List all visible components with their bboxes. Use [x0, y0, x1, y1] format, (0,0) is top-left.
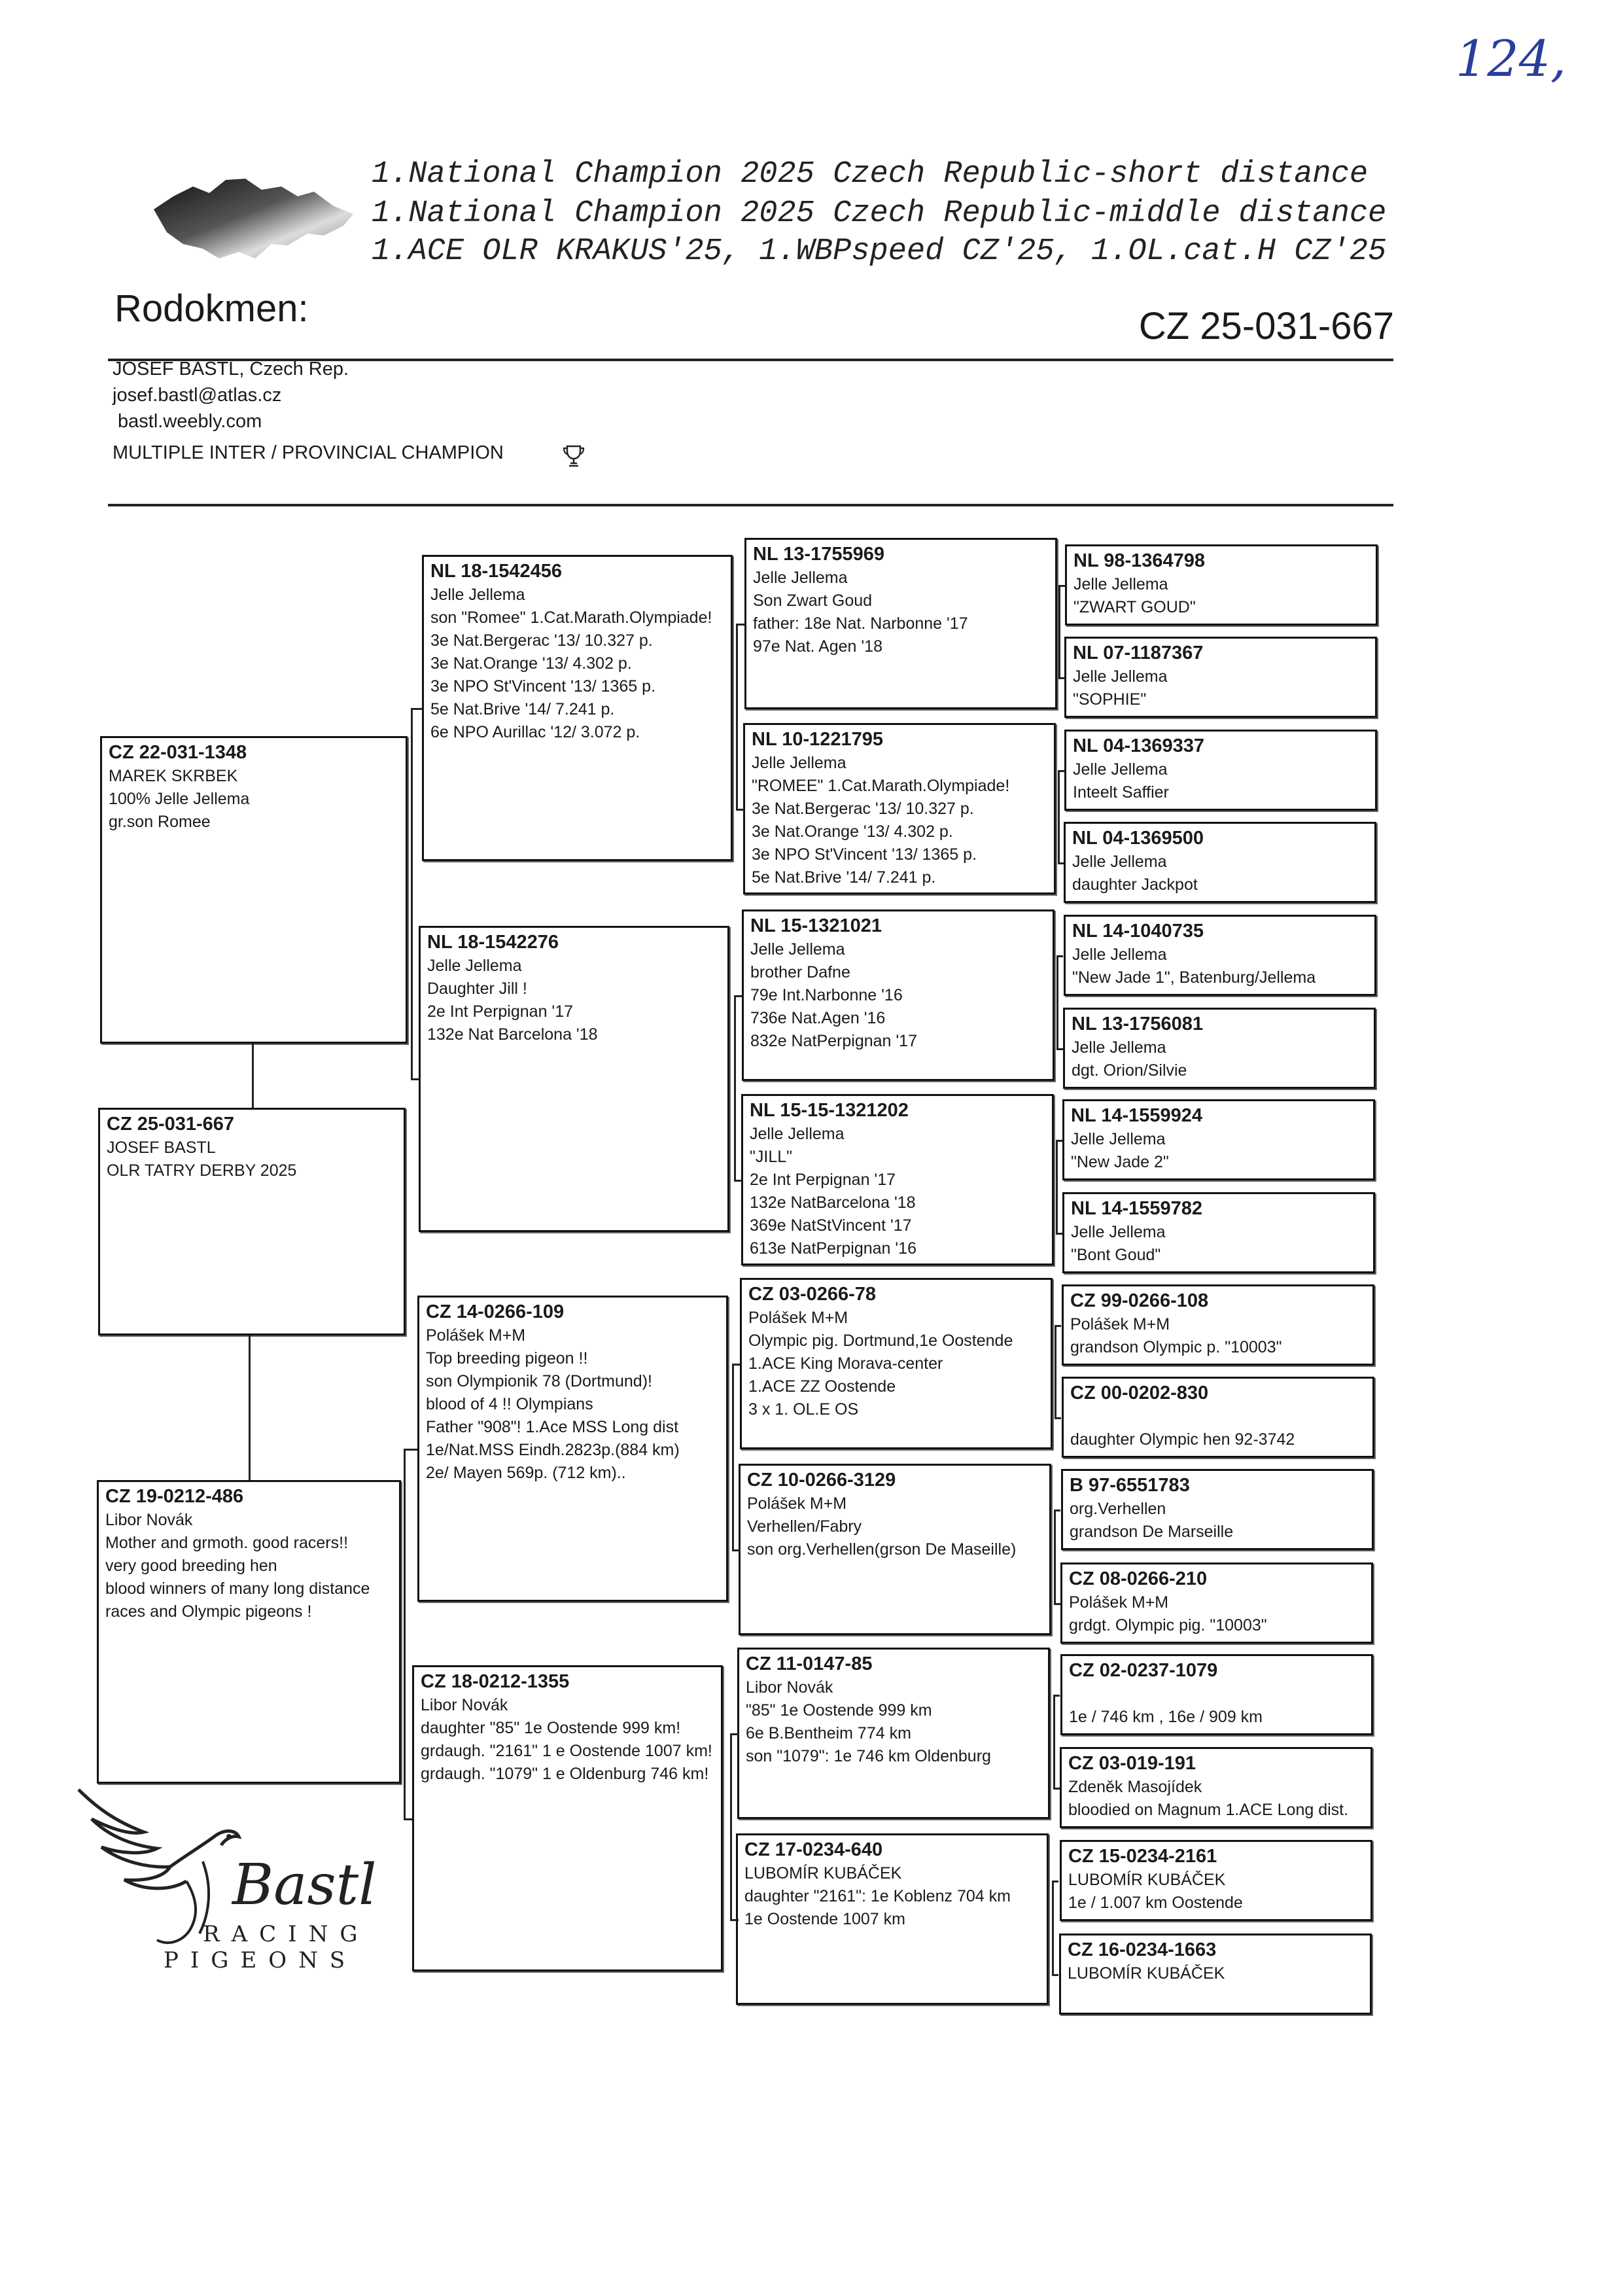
pedigree-line: Polášek M+M: [1069, 1593, 1169, 1612]
connector-gen3-7: [1052, 1881, 1054, 1974]
connector-tick: [1052, 1974, 1058, 1976]
ring-number: CZ 03-0266-78: [748, 1284, 877, 1305]
pedigree-line: "Bont Goud": [1071, 1246, 1161, 1264]
headline-line-3: 1.ACE OLR KRAKUS'25, 1.WBPspeed CZ'25, 1.OL.cat.H CZ'25: [372, 234, 1387, 269]
ring-number: NL 10-1221795: [752, 729, 884, 750]
pedigree-line: Son Zwart Goud: [753, 592, 873, 610]
box-gen4-13: [1060, 1747, 1372, 1828]
pedigree-line: 132e Nat Barcelona '18: [427, 1025, 598, 1044]
pedigree-line: MAREK SKRBEK: [109, 767, 238, 785]
pedigree-line: son org.Verhellen(grson De Maseille): [747, 1540, 1017, 1559]
pedigree-line: Daughter Jill !: [427, 980, 527, 998]
pedigree-line: daughter "2161": 1e Koblenz 704 km: [744, 1887, 1011, 1905]
box-gen3-0: [744, 538, 1057, 709]
pedigree-line: Polášek M+M: [426, 1326, 526, 1345]
pedigree-line: 832e NatPerpignan '17: [750, 1032, 917, 1050]
pedigree-line: "JILL": [750, 1148, 793, 1166]
pedigree-line: Jelle Jellema: [1072, 1038, 1166, 1057]
pedigree-line: "85" 1e Oostende 999 km: [746, 1701, 932, 1720]
connector-tick: [732, 1364, 741, 1366]
pedigree-line: Jelle Jellema: [427, 957, 522, 975]
pedigree-line: Olympic pig. Dortmund,1e Oostende: [748, 1332, 1013, 1350]
pedigree-line: [1070, 1405, 1366, 1428]
box-gen4-6: [1062, 1099, 1375, 1180]
pedigree-line: Libor Novák: [746, 1678, 833, 1697]
box-gen4-5: [1063, 1008, 1376, 1089]
connector-tick: [411, 1078, 419, 1080]
ring-number: CZ 16-0234-1663: [1068, 1939, 1217, 1960]
pedigree-line: Jelle Jellema: [1073, 667, 1168, 686]
pedigree-line: 6e B.Bentheim 774 km: [746, 1724, 911, 1742]
czech-map-logo: [147, 160, 363, 272]
document-title: Rodokmen:: [114, 287, 309, 330]
connector-tick: [1055, 1417, 1061, 1419]
connector-tick: [1053, 1788, 1060, 1790]
ring-number: NL 04-1369500: [1072, 828, 1204, 849]
connector-tick: [1054, 1603, 1060, 1605]
box-gen3-1: [743, 723, 1056, 894]
box-gen3-6: [737, 1648, 1050, 1819]
box-dam: [97, 1480, 401, 1784]
connector-gen2-2: [732, 1364, 734, 1549]
pedigree-line: 3e Nat.Bergerac '13/ 10.327 p.: [752, 800, 974, 818]
box-gen2-2: [417, 1296, 728, 1602]
connector-tick: [732, 1549, 741, 1551]
pedigree-line: Jelle Jellema: [750, 940, 845, 959]
connector-tick: [1052, 1881, 1058, 1882]
ring-number: CZ 15-0234-2161: [1068, 1846, 1217, 1867]
pedigree-line: Jelle Jellema: [752, 754, 846, 772]
pedigree-line: Jelle Jellema: [1073, 760, 1168, 779]
pedigree-line: grdgt. Olympic pig. "10003": [1069, 1616, 1267, 1634]
connector-tick: [1058, 585, 1065, 587]
box-gen3-7: [736, 1833, 1049, 2005]
box-gen2-1: [419, 926, 729, 1232]
connector-tick: [734, 995, 742, 997]
connector-tick: [730, 1733, 739, 1735]
pedigree-line: daughter "85" 1e Oostende 999 km!: [421, 1719, 681, 1737]
owner-divider: [108, 504, 1393, 506]
pedigree-line: 1.ACE ZZ Oostende: [748, 1377, 896, 1396]
pedigree-line: gr.son Romee: [109, 813, 211, 831]
owner-website: bastl.weebly.com: [118, 411, 262, 432]
box-gen4-8: [1062, 1284, 1374, 1366]
box-gen3-5: [739, 1464, 1051, 1635]
box-gen3-3: [741, 1094, 1054, 1265]
pedigree-line: 1e Oostende 1007 km: [744, 1910, 905, 1928]
connector-tick: [404, 1449, 417, 1451]
box-gen4-14: [1060, 1840, 1372, 1921]
pedigree-line: 3e Nat.Orange '13/ 4.302 p.: [752, 822, 953, 841]
owner-name: JOSEF BASTL, Czech Rep.: [113, 359, 349, 380]
pedigree-line: blood of 4 !! Olympians: [426, 1395, 593, 1413]
pedigree-line: 1e / 746 km , 16e / 909 km: [1069, 1708, 1263, 1726]
ring-number: CZ 02-0237-1079: [1069, 1660, 1218, 1681]
connector-tick: [736, 809, 744, 811]
pedigree-line: daughter Jackpot: [1072, 875, 1198, 894]
box-gen2-0: [422, 555, 733, 861]
pedigree-line: OLR TATRY DERBY 2025: [107, 1161, 297, 1180]
connector-gen3-4: [1055, 1325, 1056, 1417]
box-gen2-3: [412, 1665, 723, 1971]
pedigree-line: son "Romee" 1.Cat.Marath.Olympiade!: [430, 609, 712, 627]
connector-tick: [411, 708, 422, 710]
ring-number-title: CZ 25-031-667: [1138, 305, 1394, 347]
headline-line-2: 1.National Champion 2025 Czech Republic-middle distance: [372, 196, 1387, 231]
pedigree-line: grdaugh. "2161" 1 e Oostende 1007 km!: [421, 1742, 712, 1760]
owner-email: josef.bastl@atlas.cz: [113, 385, 282, 406]
pedigree-line: 613e NatPerpignan '16: [750, 1239, 916, 1258]
ring-number: CZ 99-0266-108: [1070, 1290, 1209, 1311]
pedigree-line: LUBOMÍR KUBÁČEK: [1068, 1871, 1226, 1889]
pedigree-line: 369e NatStVincent '17: [750, 1216, 912, 1235]
box-gen4-11: [1060, 1563, 1373, 1644]
pedigree-line: "New Jade 2": [1071, 1153, 1169, 1171]
pedigree-line: Jelle Jellema: [1073, 575, 1168, 593]
pedigree-line: Jelle Jellema: [753, 569, 848, 587]
connector-sire-parents: [411, 708, 413, 1078]
connector-tick: [1056, 1048, 1063, 1050]
pedigree-line: 2e Int Perpignan '17: [427, 1002, 573, 1021]
pedigree-line: 3e Nat.Bergerac '13/ 10.327 p.: [430, 631, 653, 650]
box-gen4-4: [1064, 915, 1376, 996]
ring-number: CZ 03-019-191: [1068, 1753, 1196, 1774]
ring-number: NL 98-1364798: [1073, 550, 1206, 571]
box-gen4-7: [1062, 1192, 1375, 1273]
pedigree-line: Jelle Jellema: [750, 1125, 845, 1143]
connector-dam-parents: [404, 1449, 406, 1818]
connector-gen2-3: [730, 1733, 732, 1919]
ring-number: NL 14-1559924: [1071, 1105, 1203, 1126]
box-gen4-10: [1061, 1469, 1374, 1550]
ring-number: CZ 08-0266-210: [1069, 1568, 1208, 1589]
ring-number: CZ 17-0234-640: [744, 1839, 883, 1860]
pedigree-line: "SOPHIE": [1073, 690, 1147, 709]
box-sire: [100, 736, 408, 1044]
connector-gen3-2: [1056, 955, 1058, 1048]
pedigree-line: 736e Nat.Agen '16: [750, 1009, 886, 1027]
pedigree-line: 2e Int Perpignan '17: [750, 1171, 896, 1189]
box-gen4-12: [1060, 1654, 1373, 1735]
box-gen4-1: [1064, 637, 1377, 718]
pedigree-line: grandson De Marseille: [1070, 1523, 1234, 1541]
handwritten-page-number: 124,: [1456, 29, 1567, 88]
connector-sire-subject: [252, 1044, 254, 1108]
ring-number: NL 13-1755969: [753, 544, 885, 565]
pedigree-line: father: 18e Nat. Narbonne '17: [753, 614, 968, 633]
pedigree-line: "ZWART GOUD": [1073, 598, 1196, 616]
ring-number: CZ 22-031-1348: [109, 742, 247, 763]
pedigree-line: Jelle Jellema: [1072, 853, 1167, 871]
connector-tick: [1056, 1233, 1062, 1235]
connector-tick: [404, 1818, 412, 1820]
pedigree-line: Libor Novák: [421, 1696, 508, 1714]
pedigree-line: very good breeding hen: [105, 1557, 277, 1575]
pedigree-line: 3e Nat.Orange '13/ 4.302 p.: [430, 654, 632, 673]
pedigree-line: 2e/ Mayen 569p. (712 km)..: [426, 1464, 626, 1482]
ring-number: CZ 14-0266-109: [426, 1301, 565, 1322]
logo-brand-name: Bastl: [232, 1852, 377, 1918]
pedigree-line: Mother and grmoth. good racers!!: [105, 1534, 349, 1552]
pedigree-line: Polášek M+M: [747, 1494, 847, 1513]
ring-number: CZ 11-0147-85: [746, 1653, 873, 1674]
ring-number: NL 14-1559782: [1071, 1198, 1203, 1219]
connector-tick: [730, 1919, 739, 1921]
pedigree-line: 100% Jelle Jellema: [109, 790, 250, 808]
owner-title: MULTIPLE INTER / PROVINCIAL CHAMPION: [113, 442, 504, 463]
pedigree-line: Jelle Jellema: [1071, 1223, 1166, 1241]
ring-number: NL 15-1321021: [750, 915, 882, 936]
ring-number: NL 13-1756081: [1072, 1014, 1204, 1034]
connector-gen3-3: [1056, 1140, 1058, 1233]
pedigree-line: brother Dafne: [750, 963, 850, 981]
ring-number: CZ 18-0212-1355: [421, 1671, 570, 1692]
box-gen4-9: [1062, 1377, 1374, 1458]
ring-number: NL 18-1542276: [427, 932, 559, 953]
pedigree-line: 132e NatBarcelona '18: [750, 1193, 916, 1212]
connector-gen3-1: [1058, 770, 1060, 862]
pedigree-line: 5e Nat.Brive '14/ 7.241 p.: [752, 868, 936, 887]
pedigree-line: Jelle Jellema: [1071, 1130, 1166, 1148]
ring-number: NL 18-1542456: [430, 561, 563, 582]
box-gen4-15: [1059, 1934, 1372, 2015]
logo-pigeons: PIGEONS: [164, 1947, 357, 1973]
connector-tick: [1055, 1325, 1061, 1327]
pedigree-line: Zdeněk Masojídek: [1068, 1778, 1202, 1796]
pedigree-line: 1.ACE King Morava-center: [748, 1354, 943, 1373]
connector-tick: [1058, 862, 1064, 864]
pedigree-line: son "1079": 1e 746 km Oldenburg: [746, 1747, 991, 1765]
pedigree-line: 1e / 1.007 km Oostende: [1068, 1894, 1243, 1912]
pedigree-line: 5e Nat.Brive '14/ 7.241 p.: [430, 700, 615, 718]
connector-tick: [1056, 1140, 1062, 1142]
pedigree-line: 3 x 1. OL.E OS: [748, 1400, 859, 1419]
connector-tick: [1058, 770, 1064, 772]
trophy-icon: [561, 444, 586, 468]
box-gen4-0: [1065, 544, 1378, 626]
pedigree-line: races and Olympic pigeons !: [105, 1602, 312, 1621]
connector-tick: [1053, 1695, 1060, 1697]
pedigree-line: "New Jade 1", Batenburg/Jellema: [1072, 968, 1316, 987]
pedigree-line: dgt. Orion/Silvie: [1072, 1061, 1187, 1080]
pedigree-line: Jelle Jellema: [1072, 945, 1167, 964]
pedigree-line: bloodied on Magnum 1.ACE Long dist.: [1068, 1801, 1349, 1819]
connector-gen3-0: [1058, 585, 1060, 677]
ring-number: NL 15-15-1321202: [750, 1100, 909, 1121]
pedigree-line: 6e NPO Aurillac '12/ 3.072 p.: [430, 723, 640, 741]
connector-tick: [736, 624, 744, 626]
connector-gen2-0: [736, 624, 738, 809]
box-gen4-2: [1064, 730, 1377, 811]
pedigree-line: JOSEF BASTL: [107, 1139, 216, 1157]
connector-tick: [1056, 955, 1063, 957]
connector-tick: [1054, 1510, 1060, 1511]
ring-number: CZ 10-0266-3129: [747, 1470, 896, 1491]
headline-line-1: 1.National Champion 2025 Czech Republic-short distance: [372, 157, 1369, 192]
connector-gen3-5: [1054, 1510, 1056, 1603]
pedigree-line: 79e Int.Narbonne '16: [750, 986, 903, 1004]
logo-racing: RACING: [203, 1921, 370, 1947]
pedigree-line: daughter Olympic hen 92-3742: [1070, 1430, 1295, 1449]
ring-number: NL 04-1369337: [1073, 735, 1205, 756]
pedigree-line: Top breeding pigeon !!: [426, 1349, 588, 1368]
pedigree-line: 97e Nat. Agen '18: [753, 637, 882, 656]
ring-number: NL 14-1040735: [1072, 921, 1204, 942]
box-subject: [98, 1108, 406, 1335]
pedigree-line: org.Verhellen: [1070, 1500, 1166, 1518]
box-gen3-2: [742, 910, 1055, 1081]
pedigree-line: 3e NPO St'Vincent '13/ 1365 p.: [752, 845, 977, 864]
pedigree-line: grdaugh. "1079" 1 e Oldenburg 746 km!: [421, 1765, 709, 1783]
pedigree-line: 3e NPO St'Vincent '13/ 1365 p.: [430, 677, 656, 696]
pedigree-line: [1069, 1683, 1365, 1706]
connector-subject-dam: [249, 1335, 251, 1480]
pedigree-line: 1e/Nat.MSS Eindh.2823p.(884 km): [426, 1441, 680, 1459]
pedigree-line: LUBOMÍR KUBÁČEK: [1068, 1964, 1225, 1983]
pedigree-line: LUBOMÍR KUBÁČEK: [744, 1864, 902, 1882]
ring-number: B 97-6551783: [1070, 1475, 1190, 1496]
pedigree-line: Jelle Jellema: [430, 586, 525, 604]
connector-gen3-6: [1053, 1695, 1055, 1788]
pedigree-line: son Olympionik 78 (Dortmund)!: [426, 1372, 652, 1390]
ring-number: CZ 00-0202-830: [1070, 1383, 1209, 1404]
box-gen3-4: [740, 1278, 1053, 1449]
box-gen4-3: [1064, 822, 1376, 903]
bastl-bird-logo: [72, 1783, 379, 1973]
pedigree-line: Verhellen/Fabry: [747, 1517, 862, 1536]
pedigree-line: blood winners of many long distance: [105, 1580, 370, 1598]
pedigree-line: Polášek M+M: [1070, 1315, 1170, 1333]
connector-tick: [734, 1180, 742, 1182]
pedigree-line: Libor Novák: [105, 1511, 193, 1529]
pedigree-line: Inteelt Saffier: [1073, 783, 1169, 802]
pedigree-line: Father "908"! 1.Ace MSS Long dist: [426, 1418, 679, 1436]
pedigree-line: Polášek M+M: [748, 1309, 848, 1327]
connector-gen2-1: [734, 995, 736, 1180]
pedigree-line: "ROMEE" 1.Cat.Marath.Olympiade!: [752, 777, 1010, 795]
connector-tick: [1058, 677, 1065, 679]
ring-number: CZ 25-031-667: [107, 1114, 235, 1135]
ring-number: CZ 19-0212-486: [105, 1486, 244, 1507]
ring-number: NL 07-1187367: [1073, 643, 1204, 663]
pedigree-line: grandson Olympic p. "10003": [1070, 1338, 1282, 1356]
